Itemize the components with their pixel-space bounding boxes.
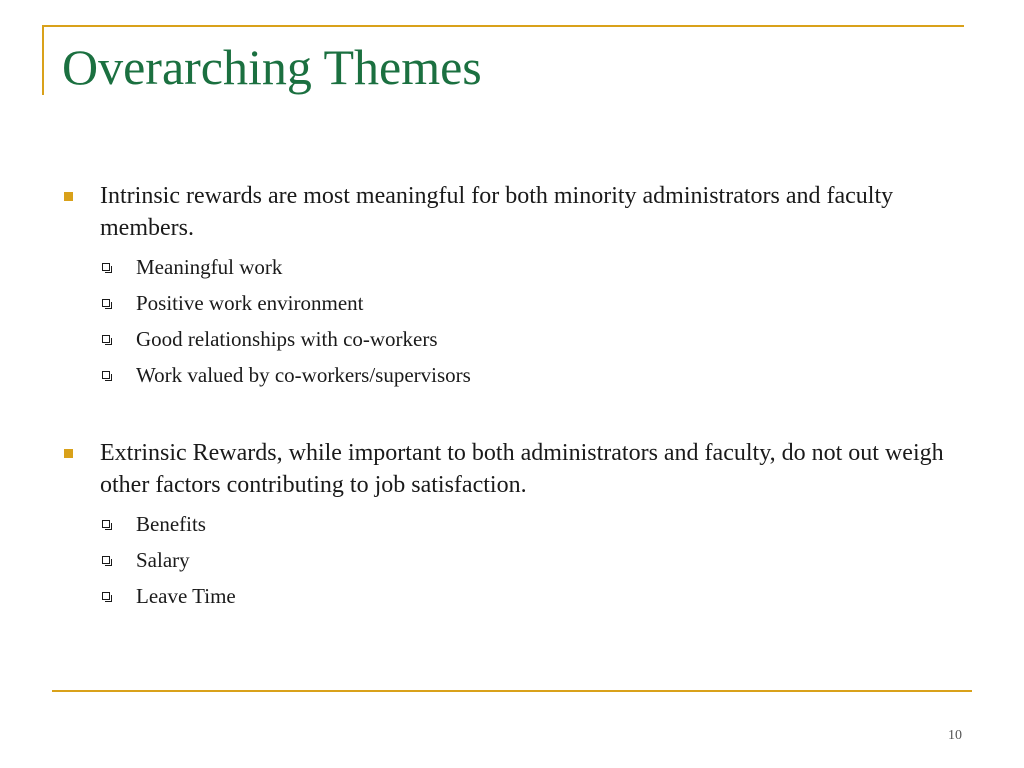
bullet-extrinsic-rewards bbox=[62, 437, 962, 501]
sub-bullet-text: Good relationships with co-workers bbox=[136, 327, 438, 351]
shadowed-square-bullet-icon bbox=[102, 371, 110, 379]
footer-divider bbox=[52, 690, 972, 692]
sub-bullet-text: Positive work environment bbox=[136, 291, 364, 315]
page-number: 10 bbox=[948, 728, 962, 743]
shadowed-square-bullet-icon bbox=[102, 299, 110, 307]
square-bullet-icon bbox=[64, 449, 73, 458]
sub-bullet-list bbox=[62, 249, 962, 393]
sub-bullet-item bbox=[62, 285, 962, 321]
shadowed-square-bullet-icon bbox=[102, 263, 110, 271]
shadowed-square-bullet-icon bbox=[102, 520, 110, 528]
bullet-text: Extrinsic Rewards, while important to both administrators and faculty, do not out weigh other factors contributing to job satisfaction. bbox=[100, 440, 944, 498]
sub-bullet-item bbox=[62, 249, 962, 285]
bullet-text: Intrinsic rewards are most meaningful for both minority administrators and faculty members. bbox=[100, 183, 894, 241]
sub-bullet-item bbox=[62, 357, 962, 393]
sub-bullet-item bbox=[62, 578, 962, 614]
sub-bullet-text: Leave Time bbox=[136, 584, 236, 608]
slide-title: Overarching Themes bbox=[62, 39, 482, 95]
shadowed-square-bullet-icon bbox=[102, 592, 110, 600]
sub-bullet-text: Meaningful work bbox=[136, 255, 283, 279]
sub-bullet-text: Work valued by co-workers/supervisors bbox=[136, 363, 471, 387]
bullet-intrinsic-rewards bbox=[62, 180, 962, 244]
sub-bullet-item bbox=[62, 506, 962, 542]
title-frame-left-line bbox=[42, 25, 44, 95]
sub-bullet-item bbox=[62, 321, 962, 357]
square-bullet-icon bbox=[64, 192, 73, 201]
sub-bullet-text: Benefits bbox=[136, 512, 206, 536]
shadowed-square-bullet-icon bbox=[102, 556, 110, 564]
shadowed-square-bullet-icon bbox=[102, 335, 110, 343]
sub-bullet-list bbox=[62, 506, 962, 614]
title-frame-top-line bbox=[42, 25, 964, 27]
slide-content bbox=[62, 180, 962, 614]
sub-bullet-text: Salary bbox=[136, 548, 190, 572]
bullet-spacer bbox=[62, 393, 962, 437]
sub-bullet-item bbox=[62, 542, 962, 578]
